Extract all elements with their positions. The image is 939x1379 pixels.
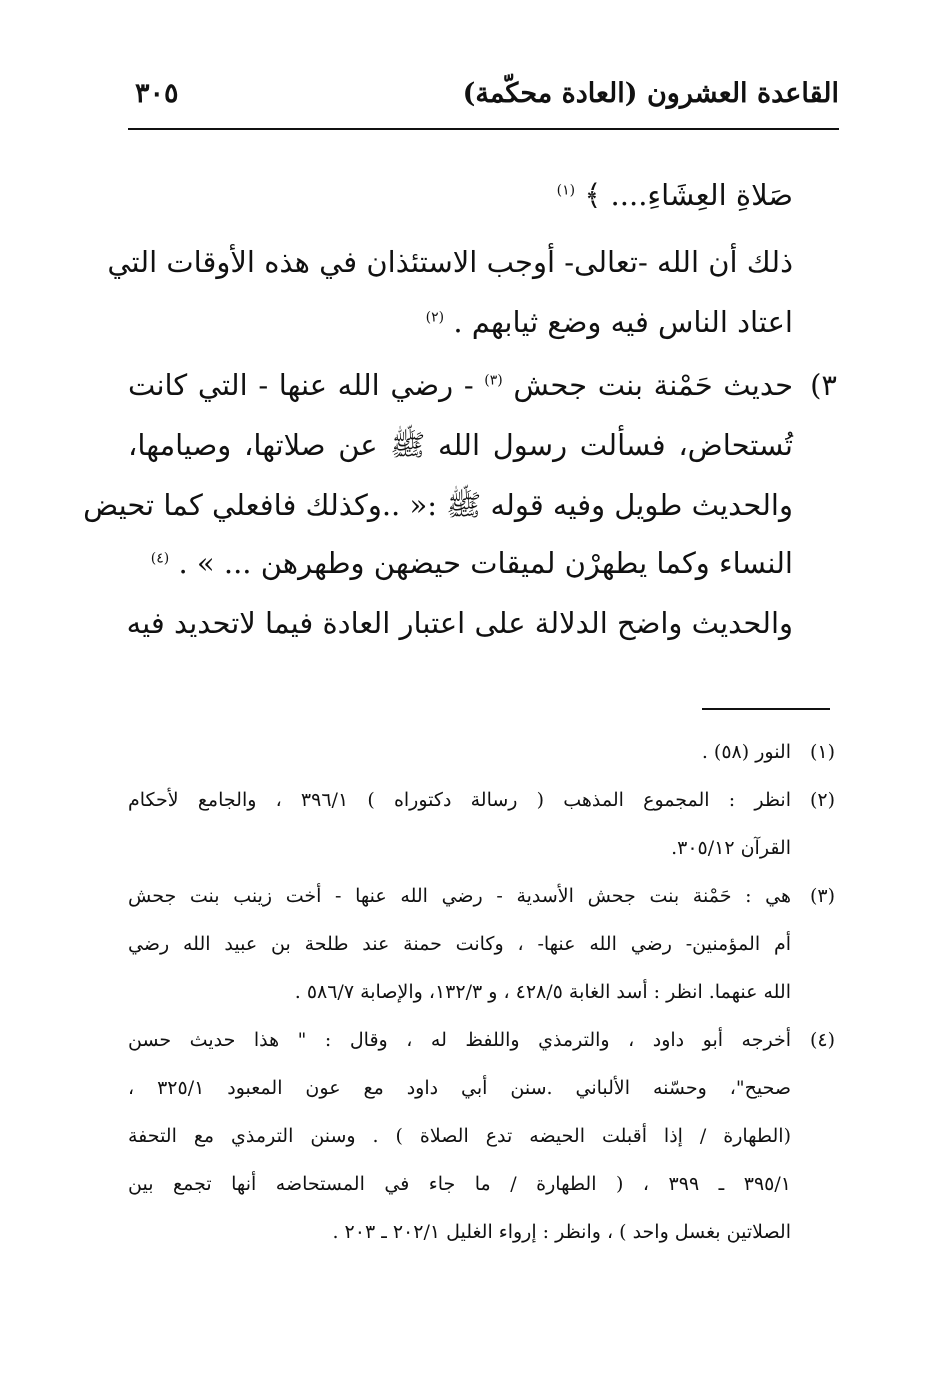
item-number-3: ٣) (810, 368, 837, 402)
body-line-7 (151, 546, 793, 581)
page-header (120, 78, 839, 128)
footnote-2-number: (٢) (809, 789, 835, 811)
body-line-3-text: اعتاد الناس فيه وضع ثيابهم . (453, 305, 793, 339)
footnote-4-line-5: الصلاتين بغسل واحد ) ، وانظر : إرواء الغليل ٢٠٢/١ ـ ٢٠٣ . (332, 1221, 791, 1243)
body-line-6: والحديث طويل وفيه قوله ﷺ :« ..وكذلك فافعلي كما تحيض (83, 488, 793, 522)
header-rule (128, 128, 839, 130)
footnote-1: النور (٥٨) . (701, 741, 791, 763)
footnote-ref-1: (١) (556, 182, 576, 199)
body-line-3 (426, 305, 793, 340)
footnote-3-line-3: الله عنهما. انظر : أسد الغابة ٤٢٨/٥ ، و ١٣٢/٣، والإصابة ٥٨٦/٧ . (294, 981, 791, 1003)
body-line-7-text: النساء وكما يطهرْن لميقات حيضهن وطهرهن ... » . (178, 546, 793, 580)
running-title: القاعدة العشرون (العادة محكّمة) (462, 78, 839, 109)
footnote-separator (702, 708, 830, 710)
page-number: ٣٠٥ (135, 78, 179, 109)
body-line-2: ذلك أن الله -تعالى- أوجب الاستئذان في هذه الأوقات التي (107, 245, 793, 279)
footnote-4-line-3: (الطهارة / إذا أقبلت الحيضه تدع الصلاة ) . وسنن الترمذي مع التحفة (128, 1125, 791, 1147)
body-line-8: والحديث واضح الدلالة على اعتبار العادة فيما لاتحديد فيه (126, 606, 793, 640)
footnote-2-line-1: انظر : المجموع المذهب ( رسالة دكتوراه ) ٣٩٦/١ ، والجامع لأحكام (128, 789, 791, 811)
hadith-narrator: حديث حَمْنة بنت جحش (513, 368, 793, 402)
footnote-4-line-2: صحيح"، وحسّنه الألباني .سنن أبي داود مع عون المعبود ٣٢٥/١ ، (128, 1077, 791, 1099)
footnote-1-number: (١) (809, 741, 835, 763)
footnote-ref-3: (٣) (484, 372, 503, 389)
footnote-ref-2: (٢) (425, 309, 445, 326)
body-line-4 (128, 368, 793, 403)
footnote-3-line-2: أم المؤمنين- رضي الله عنها- ، وكانت حمنة عند طلحة بن عبيد الله رضي (128, 933, 791, 955)
body-line-1 (557, 178, 793, 213)
footnote-4-number: (٤) (809, 1029, 835, 1051)
footnote-4-line-1: أخرجه أبو داود ، والترمذي واللفظ له ، وقال : " هذا حديث حسن (128, 1029, 791, 1051)
footnote-3-line-1: هي : حَمْنة بنت جحش الأسدية - رضي الله عنها - أخت زينب بنت جحش (128, 885, 791, 907)
verse-end: صَلاةِ العِشَاءِ.... ﴾ (584, 178, 793, 212)
footnote-ref-4: (٤) (150, 550, 170, 567)
body-line-4-rest: - رضي الله عنها - التي كانت (128, 368, 474, 402)
footnote-2-line-2: القرآن ٣٠٥/١٢. (671, 837, 791, 859)
footnote-3-number: (٣) (809, 885, 835, 907)
footnote-4-line-4: ٣٩٥/١ ـ ٣٩٩ ، ( الطهارة / ما جاء في المستحاضه أنها تجمع بين (128, 1173, 791, 1195)
body-line-5: تُستحاض، فسألت رسول الله ﷺ عن صلاتها، وصيامها، (128, 428, 793, 462)
